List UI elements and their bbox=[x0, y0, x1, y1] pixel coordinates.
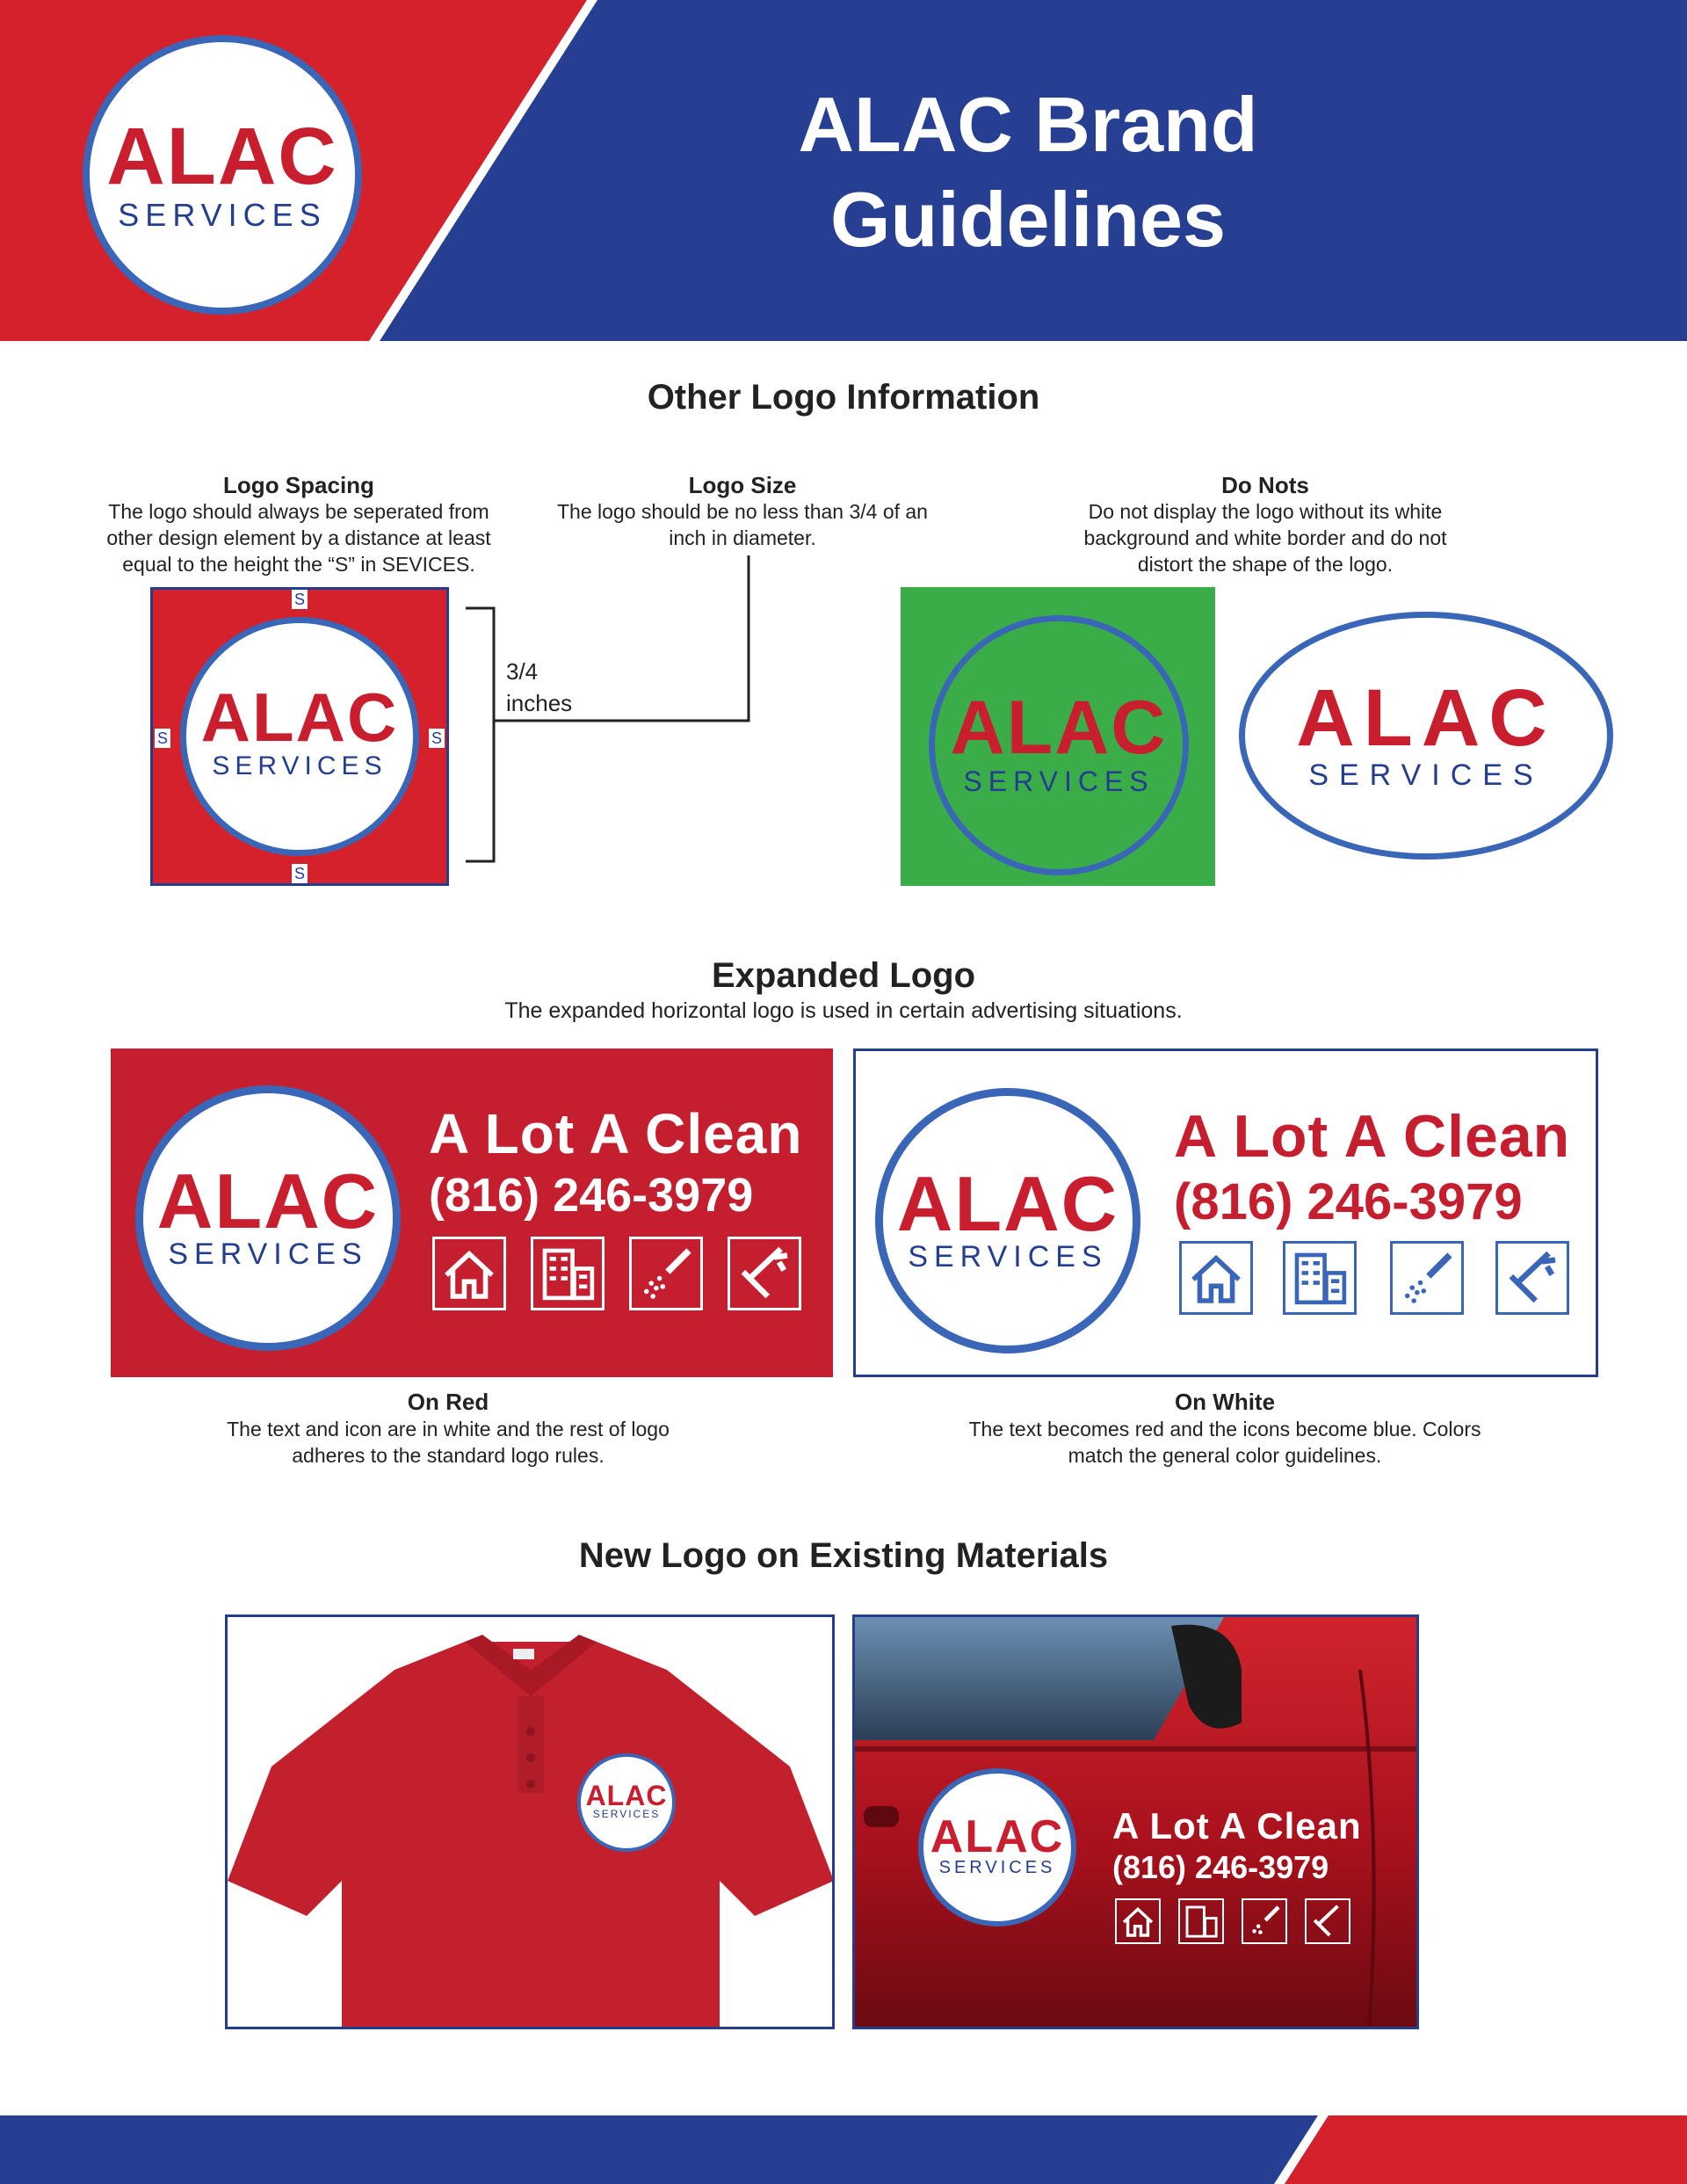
car-spray-icon bbox=[1242, 1898, 1287, 1944]
brand-name: A Lot A Clean bbox=[1174, 1103, 1571, 1170]
spray-icon bbox=[1390, 1241, 1464, 1315]
polo-shirt-illustration bbox=[228, 1617, 835, 2029]
car-squeegee-icon bbox=[1305, 1898, 1350, 1944]
spacing-marker-bottom: S bbox=[292, 864, 308, 883]
spacing-marker-right: S bbox=[429, 729, 445, 748]
footer-banner bbox=[0, 2115, 1687, 2184]
do-nots-text: Do not display the logo without its white background and white border and do not distort the shape of the logo. bbox=[1083, 500, 1447, 576]
page-title: ALAC Brand Guidelines bbox=[798, 81, 1258, 263]
on-red-title: On Red bbox=[407, 1389, 489, 1415]
house-icon bbox=[1179, 1241, 1253, 1315]
logo-size-text: The logo should be no less than 3/4 of an inch in diameter. bbox=[557, 500, 928, 549]
donot-example-green bbox=[901, 587, 1215, 886]
phone-number: (816) 246-3979 bbox=[429, 1169, 754, 1222]
building-icon bbox=[531, 1237, 605, 1310]
size-measure-label bbox=[506, 656, 572, 719]
logo-spacing-text: The logo should always be seperated from other design element by a distance at least equal to the height the “S” in SEVICES. bbox=[106, 500, 491, 576]
logo-text: ALAC bbox=[156, 1157, 380, 1244]
phone-number: (816) 246-3979 bbox=[1174, 1173, 1523, 1230]
car-house-icon bbox=[1115, 1898, 1161, 1944]
expanded-logo-on-red bbox=[111, 1048, 833, 1377]
logo-spacing-title: Logo Spacing bbox=[223, 472, 374, 498]
logo-text: ALAC bbox=[950, 686, 1168, 770]
logo-subtext: SERVICES bbox=[592, 1808, 661, 1820]
car-building-icon bbox=[1178, 1898, 1224, 1944]
measure-unit: inches bbox=[506, 690, 573, 716]
donot-logo-no-background bbox=[929, 615, 1189, 875]
shirt-logo bbox=[577, 1753, 676, 1852]
on-white-text: The text becomes red and the icons become blue. Colors match the general color guidelines. bbox=[968, 1418, 1481, 1467]
on-white-title: On White bbox=[1174, 1389, 1276, 1415]
car-brand-name: A Lot A Clean bbox=[1112, 1805, 1362, 1847]
logo-subtext: SERVICES bbox=[908, 1240, 1108, 1273]
expanded-logo-on-white bbox=[853, 1048, 1598, 1377]
spacing-example bbox=[150, 587, 449, 886]
house-icon bbox=[432, 1237, 506, 1310]
car-logo bbox=[918, 1768, 1076, 1926]
do-nots-title: Do Nots bbox=[1221, 472, 1309, 498]
squeegee-icon bbox=[728, 1237, 801, 1310]
spacing-logo bbox=[180, 617, 419, 856]
car-door-mockup bbox=[852, 1614, 1419, 2029]
logo-text: ALAC bbox=[930, 1811, 1065, 1862]
logo-subtext: SERVICES bbox=[938, 1858, 1056, 1877]
expanded-white-logo bbox=[875, 1088, 1140, 1353]
logo-subtext: SERVICES bbox=[118, 197, 327, 233]
spacing-marker-left: S bbox=[155, 729, 170, 748]
measure-value: 3/4 bbox=[506, 658, 539, 685]
logo-subtext: SERVICES bbox=[168, 1237, 368, 1271]
building-icon bbox=[1283, 1241, 1357, 1315]
logo-text: ALAC bbox=[106, 112, 338, 201]
section-title-logo-info: Other Logo Information bbox=[647, 378, 1040, 417]
expanded-red-logo bbox=[135, 1085, 401, 1351]
section-title-expanded: Expanded Logo bbox=[712, 956, 975, 995]
spacing-marker-top: S bbox=[292, 590, 308, 609]
section-title-materials: New Logo on Existing Materials bbox=[578, 1536, 1109, 1575]
spray-icon bbox=[629, 1237, 703, 1310]
car-phone-number: (816) 246-3979 bbox=[1112, 1849, 1329, 1885]
logo-text: ALAC bbox=[585, 1780, 668, 1811]
on-red-text: The text and icon are in white and the rest of logo adheres to the standard logo rules. bbox=[227, 1418, 670, 1467]
polo-shirt-mockup bbox=[225, 1614, 835, 2029]
logo-subtext: SERVICES bbox=[1308, 758, 1544, 792]
logo-subtext: SERVICES bbox=[963, 765, 1155, 797]
logo-text: ALAC bbox=[200, 678, 399, 756]
header-logo bbox=[83, 35, 362, 315]
expanded-subtitle: The expanded horizontal logo is used in certain advertising situations. bbox=[504, 998, 1183, 1023]
donot-logo-distorted bbox=[1239, 612, 1613, 860]
logo-size-title: Logo Size bbox=[688, 472, 797, 498]
logo-text: ALAC bbox=[1296, 673, 1556, 763]
logo-text: ALAC bbox=[896, 1160, 1119, 1247]
brand-name: A Lot A Clean bbox=[429, 1102, 803, 1165]
squeegee-icon bbox=[1495, 1241, 1569, 1315]
logo-subtext: SERVICES bbox=[212, 751, 387, 780]
size-bracket bbox=[457, 554, 773, 870]
